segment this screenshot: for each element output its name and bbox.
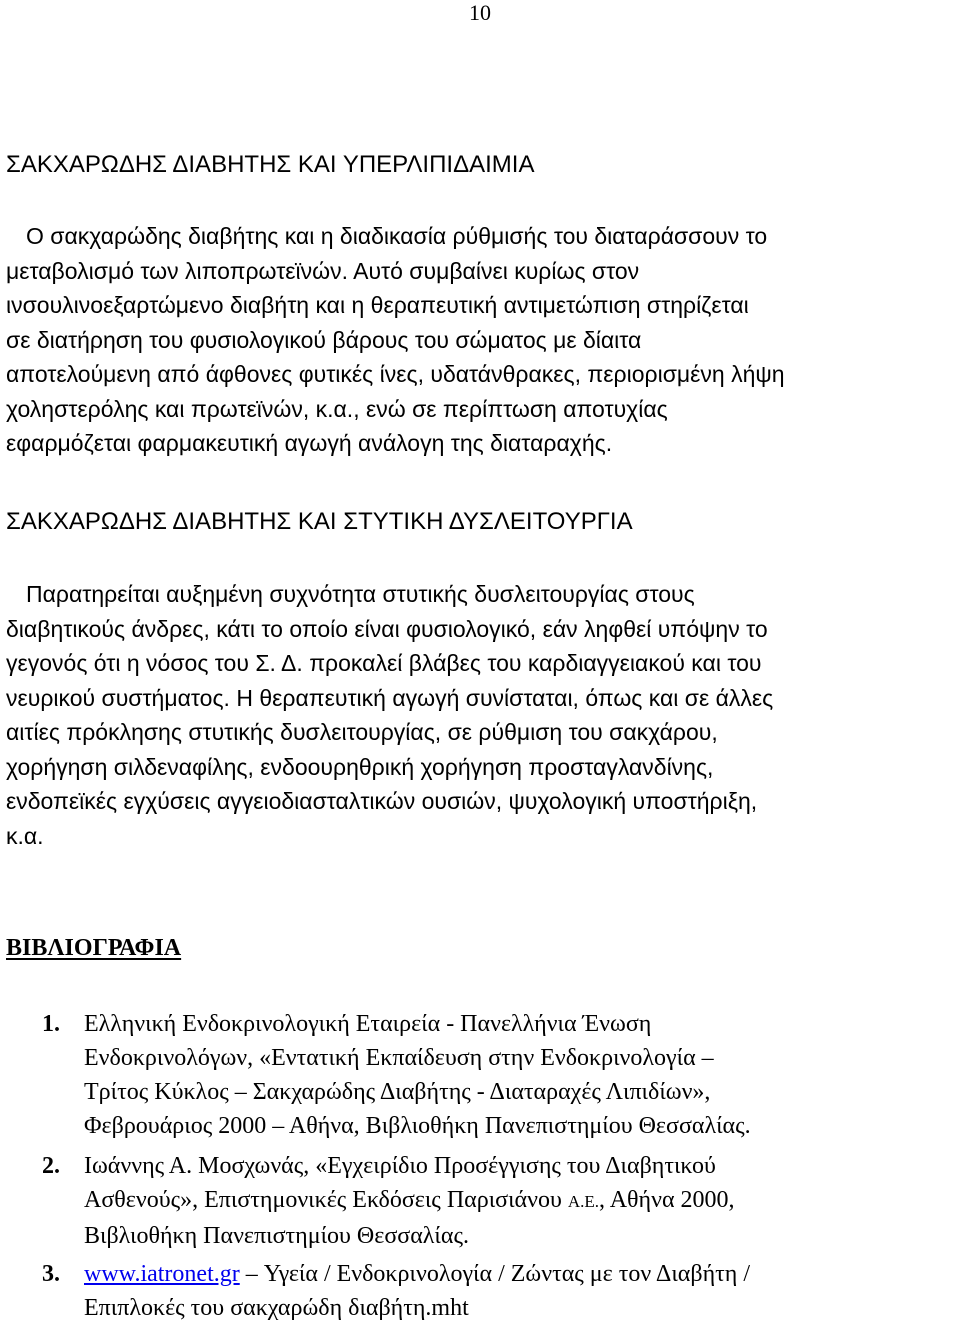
reference-line <box>84 1257 954 1291</box>
reference-text <box>84 1149 954 1253</box>
paragraph-line: κ.α. <box>6 822 44 849</box>
reference-text-segment: Ασθενούς», Επιστημονικές Εκδόσεις Παρισιάνου <box>84 1187 568 1213</box>
reference-text-segment: – Υγεία / Ενδοκρινολογία / Ζώντας με τον Διαβήτη / <box>239 1261 750 1287</box>
section-heading-hyperlipidemia: ΣΑΚΧΑΡΩΔΗΣ ΔΙΑΒΗΤΗΣ ΚΑΙ ΥΠΕΡΛΙΠΙΔΑΙΜΙΑ <box>6 151 535 178</box>
reference-line <box>84 1183 954 1219</box>
reference-line: Ενδοκρινολόγων, «Εντατική Εκπαίδευση στην Ενδοκρινολογία – <box>84 1045 714 1071</box>
reference-line: Ιωάννης Α. Μοσχωνάς, «Εγχειρίδιο Προσέγγισης του Διαβητικού <box>84 1153 716 1179</box>
paragraph-line: νευρικού συστήματος. Η θεραπευτική αγωγή συνίσταται, όπως και σε άλλες <box>6 684 774 711</box>
reference-item-1 <box>0 1007 960 1147</box>
reference-text <box>84 1257 954 1325</box>
reference-text <box>84 1007 954 1143</box>
reference-number: 1. <box>42 1011 60 1037</box>
paragraph-line: χορήγηση σιλδεναφίλης, ενδοουρηθρική χορήγηση προσταγλανδίνης, <box>6 753 714 780</box>
reference-line: Φεβρουάριος 2000 – Αθήνα, Βιβλιοθήκη Πανεπιστημίου Θεσσαλίας. <box>84 1113 751 1139</box>
reference-line: Ελληνική Ενδοκρινολογική Εταιρεία - Πανελλήνια Ένωση <box>84 1011 652 1037</box>
reference-line: Βιβλιοθήκη Πανεπιστημίου Θεσσαλίας. <box>84 1223 469 1249</box>
paragraph-line: ινσουλινοεξαρτώμενο διαβήτη και η θεραπευτική αντιμετώπιση στηρίζεται <box>6 292 749 318</box>
reference-item-3 <box>0 1257 960 1327</box>
paragraph-line: Ο σακχαρώδης διαβήτης και η διαδικασία ρύθμισής του διαταράσσουν το <box>26 223 768 249</box>
paragraph-line: χοληστερόλης και πρωτεϊνών, κ.α., ενώ σε περίπτωση αποτυχίας <box>6 395 668 422</box>
paragraph-line: διαβητικούς άνδρες, κάτι το οποίο είναι φυσιολογικό, εάν ληφθεί υπόψην το <box>6 615 768 642</box>
reference-line: Επιπλοκές του σακχαρώδη διαβήτη.mht <box>84 1295 469 1321</box>
paragraph-line: αποτελούμενη από άφθονες φυτικές ίνες, υδατάνθρακες, περιορισμένη λήψη <box>6 361 785 387</box>
bibliography-title: ΒΙΒΛΙΟΓΡΑΦΙΑ <box>6 935 182 961</box>
paragraph-line: εφαρμόζεται φαρμακευτική αγωγή ανάλογη της διαταραχής. <box>6 430 613 456</box>
section-heading-erectile-dysfunction: ΣΑΚΧΑΡΩΔΗΣ ΔΙΑΒΗΤΗΣ ΚΑΙ ΣΤΥΤΙΚΗ ΔΥΣΛΕΙΤΟΥΡΓΙΑ <box>6 508 633 535</box>
paragraph-line: σε διατήρηση του φυσιολογικού βάρους του σώματος με δίαιτα <box>6 326 642 353</box>
paragraph-line: γεγονός ότι η νόσος του Σ. Δ. προκαλεί βλάβες του καρδιαγγειακού και του <box>6 650 762 676</box>
reference-item-2 <box>0 1149 960 1253</box>
reference-text-segment: , Αθήνα 2000, <box>599 1187 735 1213</box>
reference-number: 3. <box>42 1261 60 1287</box>
paragraph-line: αιτίες πρόκλησης στυτικής δυσλειτουργίας, σε ρύθμιση του σακχάρου, <box>6 719 718 745</box>
reference-line: Τρίτος Κύκλος – Σακχαρώδης Διαβήτης - Διαταραχές Λιπιδίων», <box>84 1079 711 1105</box>
page-number: 10 <box>469 0 491 25</box>
paragraph-erectile-dysfunction <box>6 577 956 853</box>
reference-number: 2. <box>42 1153 60 1179</box>
paragraph-line: Παρατηρείται αυξημένη συχνότητα στυτικής δυσλειτουργίας στους <box>26 581 695 607</box>
iatronet-link[interactable]: www.iatronet.gr <box>84 1261 240 1287</box>
paragraph-line: μεταβολισμό των λιποπρωτεϊνών. Αυτό συμβαίνει κυρίως στον <box>6 257 640 284</box>
paragraph-line: ενδοπεϊκές εγχύσεις αγγειοδιασταλτικών ουσιών, ψυχολογική υποστήριξη, <box>6 788 758 814</box>
publisher-abbreviation: Α.Ε. <box>567 1192 600 1211</box>
paragraph-hyperlipidemia <box>6 219 956 461</box>
